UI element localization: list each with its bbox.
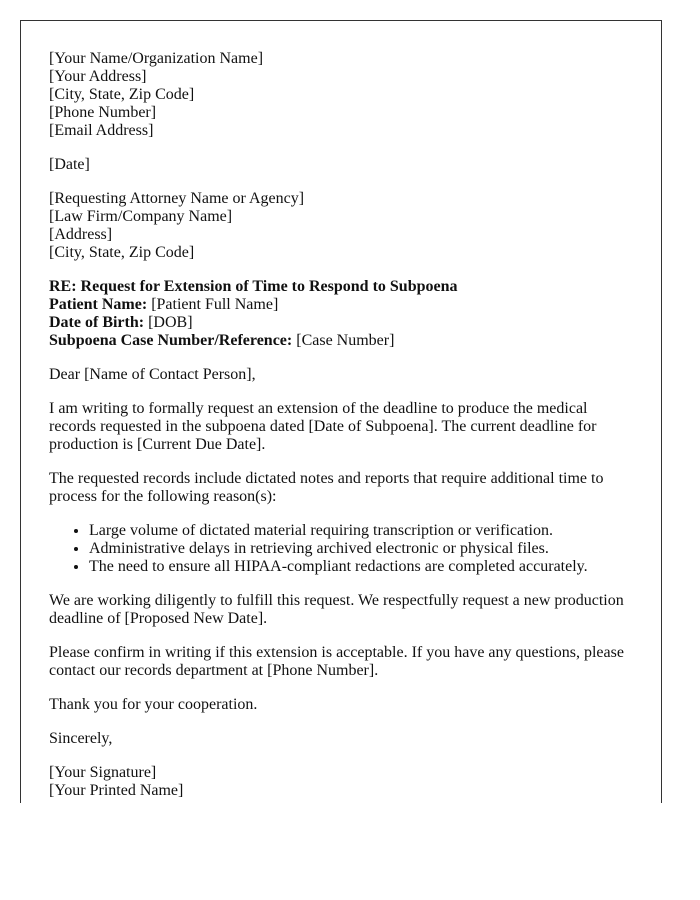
letter-date: [Date] <box>49 156 90 173</box>
sender-name: [Your Name/Organization Name] <box>49 50 264 67</box>
re-block <box>49 278 632 350</box>
reasons-list <box>49 522 632 576</box>
paragraph-new-deadline: We are working diligently to fulfill this request. We respectfully request a new production deadline of [Proposed New Date]. <box>49 592 624 627</box>
paragraph-confirm: Please confirm in writing if this extension is acceptable. If you have any questions, please contact our records department at [Phone Number]. <box>49 644 624 679</box>
sender-phone: [Phone Number] <box>49 104 157 121</box>
thanks: Thank you for your cooperation. <box>49 696 258 713</box>
sender-block <box>49 50 632 140</box>
recipient-address: [Address] <box>49 226 113 243</box>
paragraph-reasons-intro: The requested records include dictated notes and reports that require additional time to process for the following reason(s): <box>49 470 604 505</box>
recipient-name: [Requesting Attorney Name or Agency] <box>49 190 305 207</box>
signature-block <box>49 764 632 800</box>
case-label: Subpoena Case Number/Reference: <box>49 332 293 349</box>
printed-name: [Your Printed Name] <box>49 782 184 799</box>
sender-email: [Email Address] <box>49 122 154 139</box>
list-item: • The need to ensure all HIPAA-compliant redactions are completed accurately. <box>89 558 632 576</box>
salutation: Dear [Name of Contact Person], <box>49 366 256 383</box>
patient-value: [Patient Full Name] <box>147 296 279 313</box>
paragraph-request: I am writing to formally request an extension of the deadline to produce the medical records requested in the subpoena dated [Date of Subpoena]. The current deadline for production is [Current Due Date]. <box>49 400 597 453</box>
re-subject: RE: Request for Extension of Time to Respond to Subpoena <box>49 278 458 295</box>
case-line <box>49 332 632 350</box>
case-value: [Case Number] <box>292 332 395 349</box>
list-item: • Administrative delays in retrieving archived electronic or physical files. <box>89 540 632 558</box>
list-item: • Large volume of dictated material requiring transcription or verification. <box>89 522 632 540</box>
sender-city: [City, State, Zip Code] <box>49 86 195 103</box>
patient-label: Patient Name: <box>49 296 148 313</box>
patient-name-line <box>49 296 632 314</box>
recipient-block <box>49 190 632 262</box>
recipient-city: [City, State, Zip Code] <box>49 244 195 261</box>
letter-page <box>20 20 662 803</box>
signature: [Your Signature] <box>49 764 157 781</box>
recipient-firm: [Law Firm/Company Name] <box>49 208 233 225</box>
sender-address: [Your Address] <box>49 68 147 85</box>
dob-line <box>49 314 632 332</box>
dob-label: Date of Birth: <box>49 314 145 331</box>
closing: Sincerely, <box>49 730 113 747</box>
dob-value: [DOB] <box>144 314 193 331</box>
